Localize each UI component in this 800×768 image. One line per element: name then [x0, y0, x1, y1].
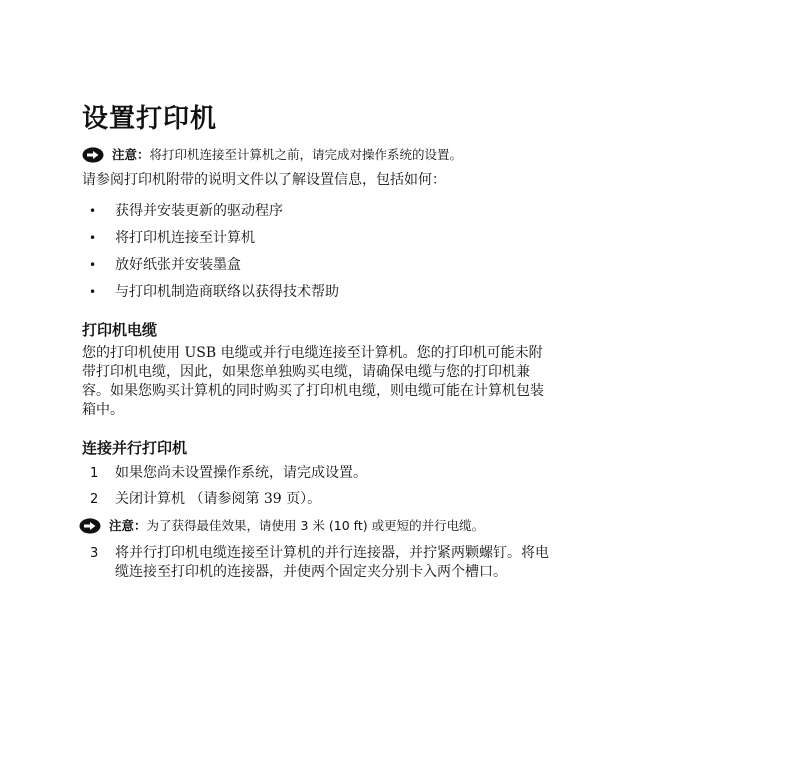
parallel-steps-list: [82, 464, 552, 509]
list-item: • 与打印机制造商联络以获得技术帮助: [82, 283, 552, 302]
notice-icon: [82, 147, 104, 163]
parallel-steps-list-continued: [82, 544, 552, 582]
step-text: 关闭计算机 （请参阅第 39 页）。: [115, 491, 322, 507]
heading-printer-cable: 打印机电缆: [82, 321, 158, 339]
step-text: 如果您尚未设置操作系统，请完成设置。: [115, 465, 367, 481]
step-text: 将并行打印机电缆连接至计算机的并行连接器，并拧紧两颗螺钉。将电缆连接至打印机的连接器，并使两个固定夹分别卡入两个槽口。: [115, 545, 549, 580]
page-content: [82, 103, 552, 589]
list-item: • 将打印机连接至计算机: [82, 229, 552, 248]
step-number: 2: [90, 492, 99, 507]
step-item: [82, 490, 552, 509]
notice-cable-length: [79, 516, 552, 536]
notice-label: 注意：: [109, 518, 147, 533]
printer-cable-paragraph: 您的打印机使用 USB 电缆或并行电缆连接至计算机。您的打印机可能未附带打印机电缆，因此，如果您单独购买电缆，请确保电缆与您的打印机兼容。如果您购买计算机的同时购买了打印机电缆，则电缆可能在计算机包装箱中。: [82, 345, 544, 418]
heading-connect-parallel-printer: 连接并行打印机: [82, 439, 188, 457]
notice-label: 注意：: [112, 147, 150, 162]
step-item: [82, 464, 552, 483]
list-item: • 获得并安装更新的驱动程序: [82, 202, 552, 221]
notice-before-connecting: [82, 145, 552, 165]
setup-bullet-list: [82, 202, 552, 302]
step-number: 3: [90, 546, 99, 561]
page-title: 设置打印机: [82, 104, 218, 134]
intro-paragraph: 请参阅打印机附带的说明文件以了解设置信息，包括如何：: [82, 172, 446, 188]
step-number: 1: [90, 466, 99, 481]
notice-icon: [79, 518, 101, 534]
step-item: [82, 544, 552, 582]
notice-text: 为了获得最佳效果，请使用 3 米 (10 ft) 或更短的并行电缆。: [146, 518, 485, 533]
list-item: • 放好纸张并安装墨盒: [82, 256, 552, 275]
notice-text: 将打印机连接至计算机之前，请完成对操作系统的设置。: [149, 147, 463, 162]
